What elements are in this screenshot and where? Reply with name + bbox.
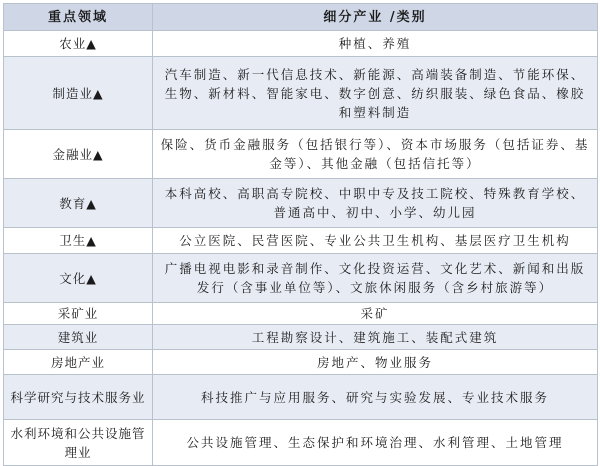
table-row bbox=[4, 57, 598, 130]
header-category: 细分产业 /类别 bbox=[153, 4, 598, 31]
row-domain: 制造业▲ bbox=[4, 57, 153, 130]
row-category: 公共设施管理、生态保护和环境治理、水利管理、土地管理 bbox=[153, 420, 598, 466]
table-row bbox=[4, 31, 598, 57]
row-category: 保险、货币金融服务（包括银行等）、资本市场服务（包括证券、基金等）、其他金融（包括信托等） bbox=[153, 130, 598, 179]
table-row bbox=[4, 179, 598, 228]
row-category: 工程勘察设计、建筑施工、装配式建筑 bbox=[153, 325, 598, 350]
table-row bbox=[4, 254, 598, 303]
table-row bbox=[4, 375, 598, 420]
row-domain: 采矿业 bbox=[4, 303, 153, 325]
table-row bbox=[4, 350, 598, 375]
header-domain: 重点领域 bbox=[4, 4, 153, 31]
table-row bbox=[4, 420, 598, 466]
table-row bbox=[4, 130, 598, 179]
row-domain: 水利环境和公共设施管理业 bbox=[4, 420, 153, 466]
row-category: 汽车制造、新一代信息技术、新能源、高端装备制造、节能环保、生物、新材料、智能家电、数字创意、纺织服装、绿色食品、橡胶和塑料制造 bbox=[153, 57, 598, 130]
row-category: 种植、养殖 bbox=[153, 31, 598, 57]
industry-table bbox=[3, 3, 598, 466]
table-row bbox=[4, 325, 598, 350]
table-header-row bbox=[4, 4, 598, 31]
row-domain: 农业▲ bbox=[4, 31, 153, 57]
row-domain: 教育▲ bbox=[4, 179, 153, 228]
industry-table-container bbox=[3, 3, 597, 466]
row-domain: 建筑业 bbox=[4, 325, 153, 350]
row-category: 广播电视电影和录音制作、文化投资运营、文化艺术、新闻和出版发行（含事业单位等）、文旅休闲服务（含乡村旅游等） bbox=[153, 254, 598, 303]
row-domain: 卫生▲ bbox=[4, 228, 153, 254]
row-category: 科技推广与应用服务、研究与实验发展、专业技术服务 bbox=[153, 375, 598, 420]
row-domain: 科学研究与技术服务业 bbox=[4, 375, 153, 420]
row-category: 采矿 bbox=[153, 303, 598, 325]
table-row bbox=[4, 228, 598, 254]
row-category: 房地产、物业服务 bbox=[153, 350, 598, 375]
row-domain: 文化▲ bbox=[4, 254, 153, 303]
row-category: 本科高校、高职高专院校、中职中专及技工院校、特殊教育学校、普通高中、初中、小学、幼儿园 bbox=[153, 179, 598, 228]
row-category: 公立医院、民营医院、专业公共卫生机构、基层医疗卫生机构 bbox=[153, 228, 598, 254]
row-domain: 房地产业 bbox=[4, 350, 153, 375]
table-row bbox=[4, 303, 598, 325]
row-domain: 金融业▲ bbox=[4, 130, 153, 179]
